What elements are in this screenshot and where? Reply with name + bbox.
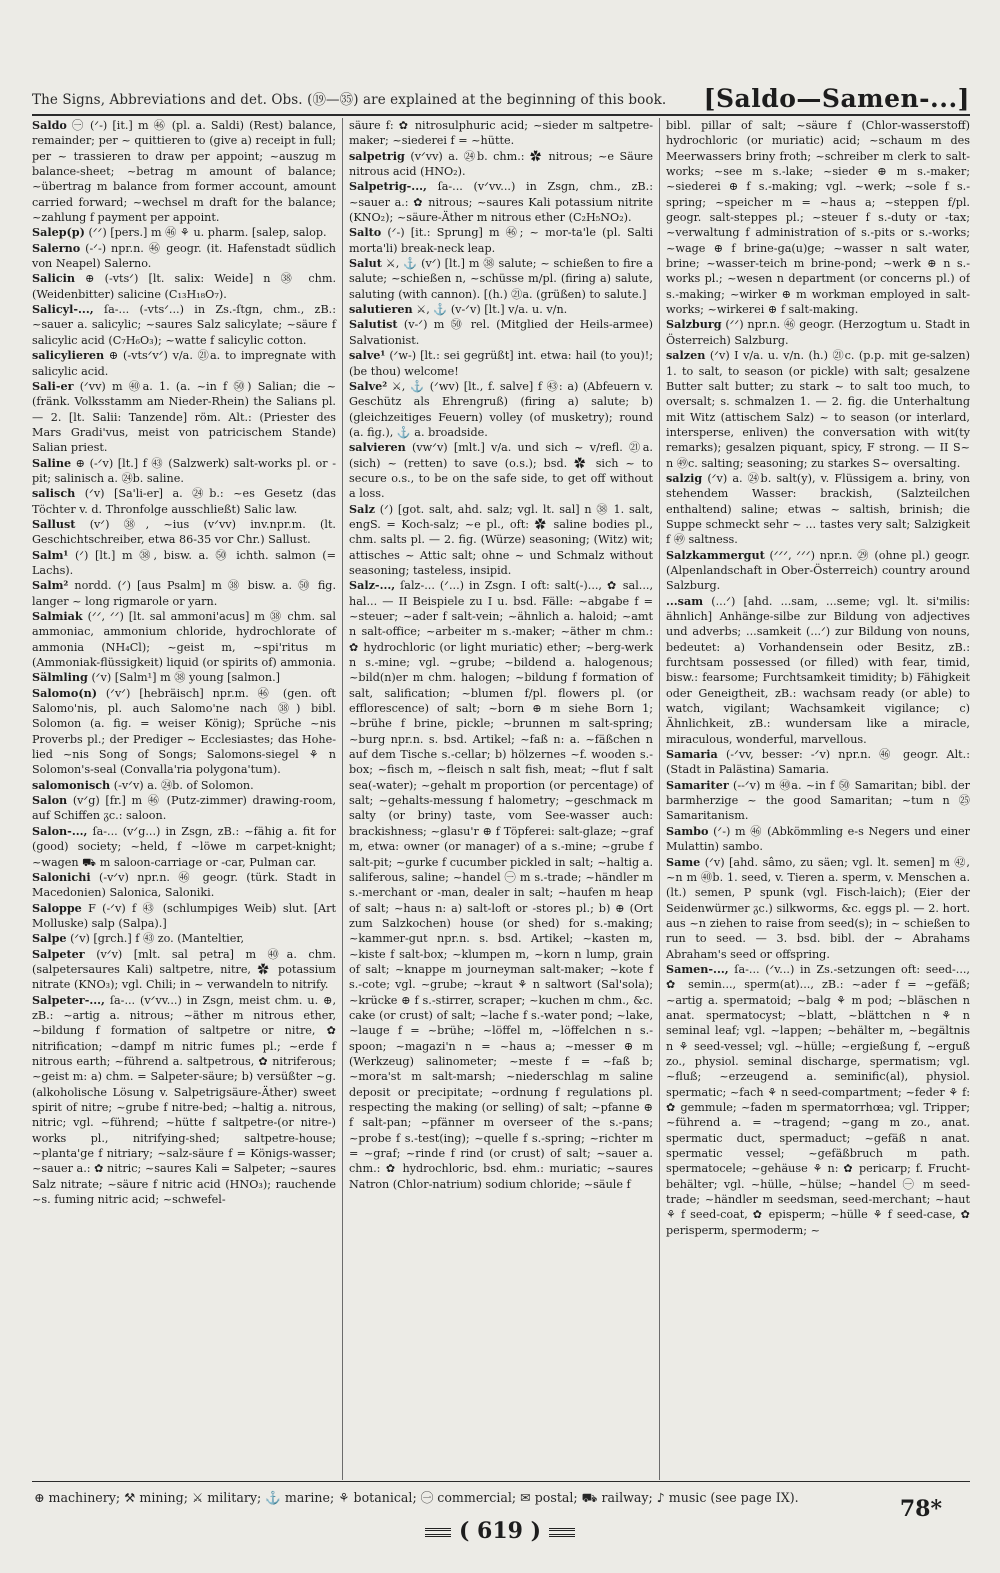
dictionary-entry [32,670,336,685]
entry-headword: Sambo [666,823,709,838]
entry-body: (vᐟv) [mlt. sal petra] m ㊵a. chm. (salpetersaures Kali) saltpetre, nitre, ✿ potassium nitrate (KNO₃); vgl. Chili; in ~ verwandeln to nitrify. [32,947,336,992]
dictionary-entry [349,118,653,149]
ornament-left [425,1528,451,1537]
entry-body: (vᐟ) ㊳, ~ius (vᐟvv) inv.npr.m. (lt. Geschichtschreiber, etwa 86-35 vor Chr.) Sallust. [32,517,336,547]
entry-headword: Salonichi [32,869,91,884]
dictionary-entry [32,548,336,579]
dictionary-entry [666,962,970,1238]
dictionary-entry [349,379,653,440]
entry-headword: ...sam [666,593,704,608]
printer-signature: 78* [899,1496,942,1522]
entry-headword: Salpetrig-..., [349,179,427,194]
page-number-block [0,1518,1000,1544]
entry-headword: salpetrig [349,148,405,163]
entry-body: ⚔, ⚓ (ᐟwv) [lt., f. salve] f ㊸: a) (Abfeuern v. Geschütz als Ehrengruß) (firing a) salute; b) (gleichzeitiges Feuern) volley (of musketry); round (a. fig.), ⚓ a. broadside. [349,379,654,439]
dictionary-entry [32,225,336,240]
dictionary-entry [666,824,970,855]
entry-headword: Salicin [32,271,76,286]
dictionary-entry [32,993,336,1208]
entry-body: (ᐟᐟ, ᐟᐟ) [lt. sal ammoni'acus] m ㊳ chm. sal ammoniac, ammonium chloride, hydrochlorate of ammonia (NH₄Cl); ~geist m, ~spi'ritus m (Ammoniak-flüssigkeit) liquid (or spirits of) ammonia. [32,610,336,670]
dictionary-entry [349,149,653,180]
entry-body: F (-ᐟv) f ㊸ (schlumpiges Weib) slut. [Art Molluske) salp (Salpa).] [32,901,336,930]
entry-headword: Salto [349,225,382,240]
dictionary-entry [666,778,970,824]
dictionary-entry [349,256,653,302]
entry-body: (-ᐟ-) npr.n. ㊻ geogr. (it. Hafenstadt südlich von Neapel) Salerno. [32,241,336,271]
entry-headword: Salerno [32,240,81,255]
entry-headword: Saline [32,455,72,470]
column-3 [659,118,970,1480]
entry-headword: Sali-er [32,378,74,393]
entry-headword: Sallust [32,516,76,531]
entry-body: (ᐟw-) [lt.: sei gegrüßt] int. etwa: hail (to you)!; (be thou) welcome! [349,349,653,378]
entry-body: (-ᐟvv, besser: -ᐟv) npr.n. ㊻ geogr. Alt.: (Stadt in Palästina) Samaria. [666,748,970,777]
dictionary-entry [666,317,970,348]
entry-headword: Saloppe [32,900,82,915]
entry-body: (ᐟ-) m ㊻ (Abkömmling e-s Negers und einer Mulattin) sambo. [666,824,970,854]
dictionary-entry [32,901,336,932]
entry-headword: Salz-..., [349,578,396,593]
entry-headword: Salve² [349,378,388,393]
dictionary-entry [32,931,336,946]
entry-headword: salisch [32,486,76,501]
dictionary-entry [666,471,970,548]
entry-body: ſa-... (vᐟvv...) in Zsgn, chm., zB.: ~sauer a.: ✿ nitrous; ~saures Kali potassium nitrite (KNO₂); ~säure-Äther m nitrous ether (C₂H₅NO₂). [349,180,653,225]
entry-headword: Samaria [666,747,718,762]
dictionary-entry [32,486,336,517]
dictionary-entry [32,793,336,824]
entry-body: (ᐟv) I v/a. u. v/n. (h.) ㉑c. (p.p. mit ge-salzen) 1. to salt, to season (or pickle) with salt; gesalzene Butter salt butter; zu stark ~ to salt too much, to oversalt; s. schmalzen 1. — 2. fig. die Unterhaltung mit Witz (attischem Salz) ~ to season (or interlard, intersperse, enliven) the conversation with wit(ty remarks); gesalzen piquant, spicy, F strong. — II S~ n ㊾c. salting; seasoning; zu starkes S~ oversalting. [666,349,970,470]
entry-headword: salve¹ [349,348,386,363]
dictionary-entry [666,855,970,962]
entry-body: ſa-... (vᐟg...) in Zsgn, zB.: ~fähig a. fit for (good) society; ~held, f ~löwe m carpet-knight; ~wagen ⛟ m saloon-carriage or -car, Pulman car. [32,824,336,869]
entry-headword: Salon [32,793,68,808]
entry-headword: Salutist [349,317,398,332]
entry-body: (vᐟvv) a. ㉔b. chm.: ✿ nitrous; ~e Säure nitrous acid (HNO₂). [349,149,653,179]
entry-body: ſa-... (ᐟv...) in Zs.-setzungen oft: seed-..., ✿ semin..., sperm(at)..., zB.: ~ader f = ~gefäß; ~artig a. spermatoid; ~balg ⚘ m pod; ~bläschen n anat. spermatocyst; ~blatt, ~blättchen n ⚘ n seminal leaf; vgl. ~lappen; ~behälter m, ~begältnis n ⚘ seed-vessel; vgl. ~hülle; ~ergießung f, ~erguß zo., physiol. seminal discharge, spermatism; vgl. ~fluß; ~erzeugend a. seminific(al), physiol. spermatic; ~fach ⚘ n seed-compartment; ~feder ⚘ f: ✿ gemmule; ~faden m spermatorrhœa; vgl. Tripper; ~führend a. = ~tragend; ~gang m zo., anat. spermatic duct, spermaduct; ~gefäß n anat. spermatic vessel; ~gefäßbruch m path. spermatocele; ~gehäuse ⚘ n: ✿ pericarp; f. Frucht-behälter; vgl. ~hülle, ~hülse; ~handel ㊀ m seed-trade; ~händler m seedsman, seed-merchant; ~haut ⚘ f seed-coat, ✿ episperm; ~hülle ⚘ f seed-case, ✿ perisperm, spermoderm; ~ [666,962,970,1237]
entry-headword: Salzkammergut [666,547,765,562]
entry-body: (ᐟᐟ) [pers.] m ㊻ ⚘ u. pharm. [salep, salop. [88,226,327,240]
entry-headword: Salicyl-..., [32,302,94,317]
page-range-title: [Saldo—Samen-...] [703,84,970,113]
dictionary-entry [349,348,653,379]
entry-headword: Salpeter [32,946,85,961]
entry-headword: Salut [349,256,382,271]
dictionary-entry [349,302,653,317]
entry-headword: salzig [666,470,703,485]
dictionary-entry [349,440,653,501]
entry-body: (vwᐟv) [mlt.] v/a. und sich ~ v/refl. ㉑a. (sich) ~ (retten) to save (o.s.); bsd. ✿ sich ~ to secure o.s., to be on the safe side, to get off without a loss. [349,441,653,501]
page-number: ( 619 ) [458,1518,542,1544]
entry-body: (...ᐟ) [ahd. ...sam, ...seme; vgl. lt. si'milis: ähnlich] Anhänge-silbe zur Bildung von adjectives und adverbs; ...samkeit (...ᐟ) zur Bildung von nouns, bedeutet: a) Vorhandensein oder Besitz, zB.: furchtsam possessed (or filled) with fear, timid, bisw.: fearsome; Furchtsamkeit timidity; b) Fähigkeit oder Geneigtheit, zB.: wachsam ready (or able) to watch, vigilant; Wachsamkeit vigilance; c) Ähnlichkeit, zB.: wundersam like a miracle, miraculous, wonderful, marvellous. [666,594,970,746]
dictionary-entry [32,578,336,609]
entry-headword: Salm² [32,578,69,593]
entry-headword: Salpe [32,931,67,946]
dictionary-entry [32,379,336,456]
entry-headword: Salzburg [666,317,722,332]
signs-note: The Signs, Abbreviations and det. Obs. (⑲—㉟) are explained at the beginning of this book. [32,92,667,108]
entry-body: (ᐟv) [grch.] f ㊸ zo. (Manteltier, [70,932,245,946]
dictionary-entry [32,517,336,548]
column-2 [342,118,659,1480]
entry-body: ⊕ (-ᐟv) [lt.] f ㊸ (Salzwerk) salt-works pl. or -pit; salinisch a. ㉔b. saline. [32,456,336,485]
symbol-legend: ⊕ machinery; ⚒ mining; ⚔ military; ⚓ marine; ⚘ botanical; ㊀ commercial; ✉ postal; ⛟ railway; ♪ music (see page IX). [34,1490,799,1505]
dictionary-entry [349,225,653,256]
entry-body: (ᐟ) [lt.] m ㊳, bisw. a. ㊿ ichth. salmon (= Lachs). [32,548,337,577]
entry-headword: salvieren [349,440,406,455]
dictionary-entry [32,824,336,870]
column-1 [32,118,342,1480]
entry-headword: salzen [666,348,706,363]
dictionary-entry [32,302,336,348]
entry-headword: Samariter [666,777,729,792]
entry-body: säure f: ✿ nitrosulphuric acid; ~sieder m saltpetre-maker; ~siederei f = ~hütte. [349,119,653,148]
dictionary-entry [32,870,336,901]
dictionary-entry [32,348,336,379]
dictionary-entry [349,317,653,348]
entry-body: (-vᐟv) a. ㉔b. of Solomon. [113,778,254,792]
dictionary-entry [349,502,653,579]
footer-rule [32,1481,970,1482]
dictionary-entry [666,118,970,317]
entry-body: (ᐟ) [got. salt, ahd. salz; vgl. lt. sal] n ㊳ 1. salt, engS. = Koch-salz; ~e pl., oft: ✿ saline bodies pl., chm. salts pl. — 2. fig. (Würze) seasoning; (Witz) wit; attisches ~ Attic salt; ohne ~ und Schmalz without seasoning; tasteless, insipid. [349,502,653,577]
entry-headword: Sälmling [32,670,88,685]
dictionary-entry [666,548,970,594]
entry-body: (--ᐟv) m ㊵a. ~in f ㊿ Samaritan; bibl. der barmherzige ~ the good Samaritan; ~tum n ㉕ Samaritanism. [666,778,970,823]
entry-headword: Samen-..., [666,961,729,976]
entry-headword: Salep(p) [32,225,85,240]
ornament-right [549,1528,575,1537]
entry-body: (-vᐟv) npr.n. ㊻ geogr. (türk. Stadt in Macedonien) Salonica, Saloniki. [32,870,336,900]
dictionary-entry [666,348,970,471]
entry-body: (vᐟg) [fr.] m ㊻ (Putz-zimmer) drawing-room, auf Schiffen ᵹc.: saloon. [32,794,336,823]
entry-body: ſa-... (-vtsᐟ...) in Zs.-ſtgn, chm., zB.: ~sauer a. salicylic; ~saures Salz salicylate; ~säure f salicylic acid (C₇H₆O₃); ~watte f salicylic cotton. [32,303,336,347]
entry-headword: Salpeter-..., [32,992,105,1007]
entry-headword: salicylieren [32,348,105,363]
dictionary-entry [32,118,336,225]
entry-body: bibl. pillar of salt; ~säure f (Chlor-wasserstoff) hydrochloric (or muriatic) acid; ~schaum m des Meerwassers briny froth; ~schreiber m clerk to salt-works; ~see m s.-lake; ~sieder ⊕ m s.-maker; ~siederei ⊕ f s.-making; vgl. ~werk; ~sole f s.-spring; ~speicher m = ~haus a; ~steppen f/pl. geogr. salt-steppes pl.; ~steuer f s.-duty or -tax; ~verwaltung f administration of s.-pits or s.-works; ~wage ⊕ f brine-ga(u)ge; ~wasser n salt water, brine; ~wasser-teich m brine-pond; ~werk ⊕ n s.-works pl.; ~wesen n department (or concerns pl.) of s.-making; ~wirker ⊕ m workman employed in salt-works; ~wirkerei ⊕ f salt-making. [666,119,970,317]
entry-body: (ᐟv) [ahd. sâmo, zu säen; vgl. lt. semen] m ㊷, ~n m ㊵b. 1. seed, v. Tieren a. sperm, v. Menschen a. (lt.) semen, P spunk (vgl. Fisch-laich); (Eier der Seidenwürmer ᵹc.) silkworms, &c. eggs pl. — 2. hort. aus ~n ziehen to raise from seed(s); in ~ schießen to run to seed. — 3. bsd. bibl. der ~ Abrahams Abraham's seed or offspring. [666,855,970,961]
entry-body: ⚔, ⚓ (v-ᐟv) [lt.] v/a. u. v/n. [416,303,568,317]
dictionary-entry [32,271,336,302]
dictionary-entry [32,778,336,793]
entry-body: (ᐟv) [Sa'li-er] a. ㉔b.: ~es Gesetz (das Töchter v. d. Thronfolge ausschließt) Salic law. [32,487,336,516]
entry-headword: Same [666,854,701,869]
entry-body: (ᐟ-) [it.: Sprung] m ㊻; ~ mor-ta'le (pl. Salti morta'li) break-neck leap. [349,226,653,255]
entry-headword: salutieren [349,302,413,317]
entry-headword: Saldo [32,118,67,132]
entry-body: (ᐟᐟ) npr.n. ㊻ geogr. (Herzogtum u. Stadt in Österreich) Salzburg. [666,318,970,347]
entry-headword: salomonisch [32,777,111,792]
dictionary-entry [32,609,336,670]
page-header [32,70,970,116]
dictionary-entry [349,578,653,1192]
entry-body: (v-ᐟ) m ㊿ rel. (Mitglied der Heils-armee) Salvationist. [349,318,653,347]
dictionary-entry [666,747,970,778]
entry-body: (ᐟvv) m ㊵a. 1. (a. ~in f ㊿) Salian; die ~ (fränk. Volksstamm am Nieder-Rhein) the Salians pl. — 2. [lt. Salii: Tanzende] röm. Alt.: (Priester des Mars Gradi'vus, meist von patricischem Stande) Salian priest. [32,379,336,455]
entry-body: (ᐟv) [Salm¹] m ㊳ young [salmon.] [91,671,280,685]
dictionary-entry [32,456,336,487]
entry-body: ſalz-... (ᐟ...) in Zsgn. I oft: salt(-)..., ✿ sal..., hal... — II Beispiele zu I u. bsd. Fälle: ~abgabe f = ~steuer; ~ader f salt-vein; ~ähnlich a. haloid; ~amt n salt-office; ~arbeiter m s.-maker; ~äther m chm.: ✿ hydrochloric (or light muriatic) ether; ~berg-werk n s.-mine; vgl. ~grube; ~bildend a. halogenous; ~bild(n)er m chm. halogen; ~bildung f formation of salt, salification; ~blumen f/pl. flowers pl. (or efflorescence) of salt; ~born ⊕ m siehe Born 1; ~brühe f brine, pickle; ~brunnen m salt-spring; ~burg npr.n. s. bsd. Artikel; ~faß n: a. ~fäßchen n auf dem Tische s.-cellar; b) hölzernes ~f. wooden s.-box; ~fisch m, ~fleisch n salt fish, meat; ~flut f salt sea(-water); ~gehalt m proportion (or percentage) of salt; ~gehalts-messung f halometry; ~geschmack m salty (or briny) taste, vom See-wasser auch: brackishness; ~glasu'r ⊕ f Töpferei: salt-glaze; ~graf m, etwa: owner (or manager) of a s.-mine; ~grube f salt-pit; ~gurke f cucumber pickled in salt; ~haltig a. saliferous, saline; ~handel ㊀ m s.-trade; ~händler m s.-merchant or -man, dealer in salt; ~haufen m heap of salt; ~haus n: a) salt-loft or -stores pl.; b) ⊕ (Ort zum Salzkochen) house (or shed) for s.-making; ~kammer-gut npr.n. s. bsd. Artikel; ~kasten m, ~kiste f salt-box; ~klumpen m, ~korn n lump, grain of salt; ~knappe m journeyman salt-maker; ~kote f s.-cote; vgl. ~grube; ~kraut ⚘ n saltwort (Sal'sola); ~krücke ⊕ f s.-stirrer, scraper; ~kuchen m chm., &c. cake (or crust) of salt; ~lache f s.-water pond; ~lake, ~lauge f = ~brühe; ~löffel m, ~löffelchen n s.-spoon; ~magazi'n n = ~haus a; ~messer ⊕ m (Werkzeug) salinometer; ~meste f = ~faß b; ~mora'st m salt-marsh; ~niederschlag m saline deposit or precipitate; ~ordnung f regulations pl. respecting the making (or selling) of salt; ~pfanne ⊕ f salt-pan; ~pfänner m overseer of the s.-pans; ~probe f s.-test(ing); ~quelle f s.-spring; ~richter m = ~graf; ~rinde f rind (or crust) of salt; ~sauer a. chm.: ✿ hydrochloric, bsd. ehm.: muriatic; ~saures Natron (Chlor-natrium) sodium chloride; ~säule f [349,579,653,1191]
entry-headword: Salomo(n) [32,685,98,700]
entry-headword: Salz [349,501,375,516]
entry-headword: Salon-..., [32,823,88,838]
dictionary-columns [32,118,970,1480]
entry-body: ⊕ (-vtsᐟ) [lt. salix: Weide] n ㊳ chm. (Weidenbitter) salicine (C₁₃H₁₈O₇). [32,272,337,301]
entry-body: ⊕ (-vtsᐟvᐟ) v/a. ㉑a. to impregnate with salicylic acid. [32,349,337,378]
entry-body: (ᐟvᐟ) [hebräisch] npr.m. ㊻ (gen. oft Salomo'nis, pl. auch Salomo'ne nach ㊳) bibl. Solomon (a. fig. = weiser König); Sprüche ~nis Proverbs pl.; der Prediger ~ Ecclesiastes; das Hohe-lied ~nis Song of Songs; Salomons-siegel ⚘ n Solomon's-seal (Convalla'ria polygona'tum). [32,686,336,777]
dictionary-entry [349,179,653,225]
entry-headword: Salm¹ [32,547,69,562]
dictionary-entry [32,947,336,993]
entry-body: (ᐟᐟᐟ, ᐟᐟᐟ) npr.n. ㉙ (ohne pl.) geogr. (Alpenlandschaft in Ober-Österreich) country around Salzburg. [666,548,970,593]
entry-body: ㊀ (ᐟ-) [it.] m ㊻ (pl. a. Saldi) (Rest) balance, remainder; per ~ quittieren to (give a) receipt in full; per ~ trassieren to draw per appoint; ~auszug m balance-sheet; ~betrag m amount of balance; ~übertrag m balance from former account, amount carried forward; ~wechsel m draft for the balance; ~zahlung f payment per appoint. [32,119,336,225]
entry-body: ⚔, ⚓ (vᐟ) [lt.] m ㊳ salute; ~ schießen to fire a salute; ~schießen n, ~schüsse m/pl. (firing a) salute, saluting (with cannon). [(h.) ㉑a. (grüßen) to salute.] [349,257,653,301]
entry-body: (ᐟv) a. ㉔b. salt(y), v. Flüssigem a. briny, von stehendem Wasser: brackish, (Salzteilchen enthaltend) saline; etwas ~ saltish, brinish; die Suppe schmeckt sehr ~ ... tastes very salt; Salzigkeit f ㊾ saltness. [666,471,970,547]
dictionary-entry [666,594,970,747]
dictionary-entry [32,686,336,778]
entry-body: ſa-... (vᐟvv...) in Zsgn, meist chm. u. ⊕, zB.: ~artig a. nitrous; ~äther m nitrous ether, ~bildung f formation of saltpetre or nitre, ✿ nitrification; ~dampf m nitric fumes pl.; ~erde f nitrous earth; ~führend a. saltpetrous, ✿ nitriferous; ~geist m: a) chm. = Salpeter-säure; b) versüßter ~g. (alkoholische Lösung v. Salpetrigsäure-Äther) sweet spirit of nitre; ~grube f nitre-bed; ~haltig a. nitrous, nitric; vgl. ~führend; ~hütte f saltpetre-(or nitre-) works pl., nitrifying-shed; saltpetre-house; ~planta'ge f nitriary; ~salz-säure f = Königs-wasser; ~sauer a.: ✿ nitric; ~saures Kali = Salpeter; ~saures Salz nitrate; ~säure f nitric acid (HNO₃); rauchende ~s. fuming nitric acid; ~schwefel- [32,993,336,1207]
dictionary-entry [32,241,336,272]
entry-body: nordd. (ᐟ) [aus Psalm] m ㊳ bisw. a. ㊿ fig. langer ~ long rigmarole or yarn. [32,579,336,608]
entry-headword: Salmiak [32,609,83,623]
